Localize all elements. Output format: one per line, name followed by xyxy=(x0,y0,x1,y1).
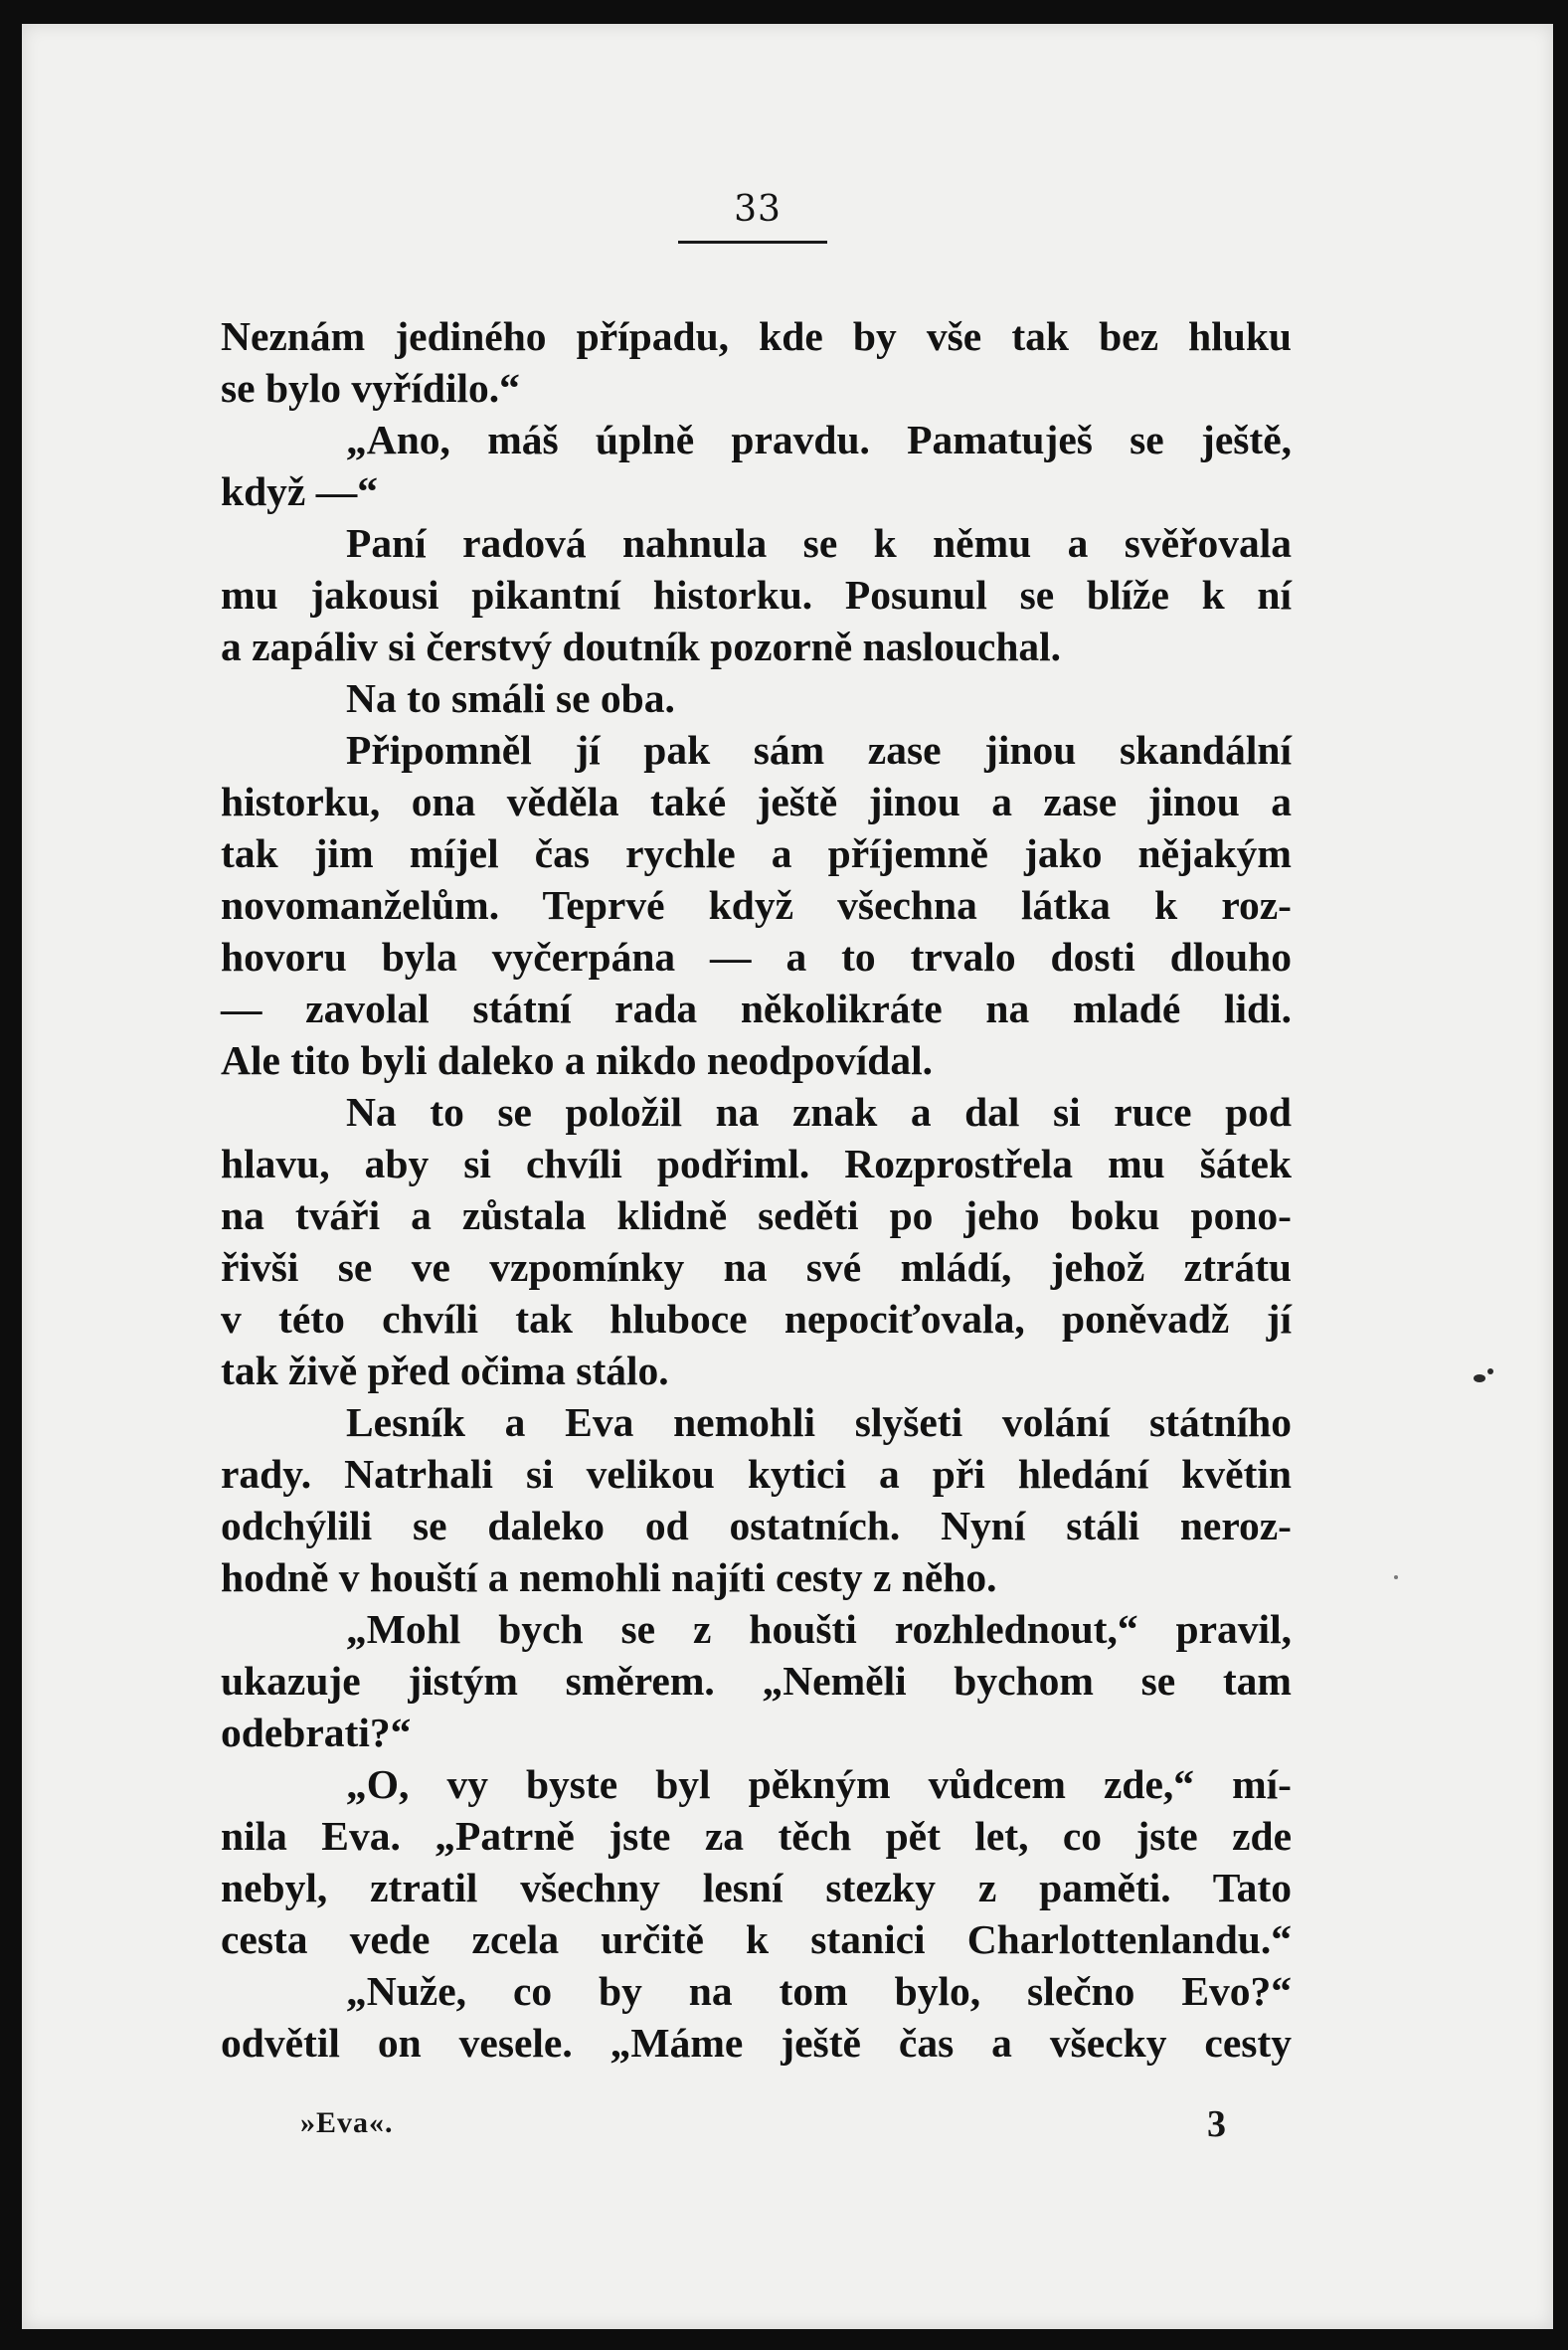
footer-sheet-number: 3 xyxy=(1207,2103,1226,2145)
text-line: odchýlili se daleko od ostatních. Nyní stáli neroz- xyxy=(221,1503,1292,1548)
book-page xyxy=(22,24,1553,2329)
text-line: řivši se ve vzpomínky na své mládí, jehož ztrátu xyxy=(221,1244,1292,1290)
text-line: odebrati?“ xyxy=(221,1710,412,1755)
body-text xyxy=(221,310,1292,2069)
text-line: když —“ xyxy=(221,468,378,514)
text-line: odvětil on vesele. „Máme ještě čas a všecky cesty xyxy=(221,2020,1292,2066)
text-line: hovoru byla vyčerpána — a to trvalo dosti dlouho xyxy=(221,934,1292,980)
text-line: hodně v houští a nemohli najíti cesty z něho. xyxy=(221,1554,997,1600)
footer-signature: »Eva«. xyxy=(300,2106,394,2139)
text-line: „Mohl bych se z houšti rozhlednout,“ pravil, xyxy=(346,1606,1292,1652)
text-line: Paní radová nahnula se k němu a svěřovala xyxy=(346,520,1292,566)
text-line: nebyl, ztratil všechny lesní stezky z paměti. Tato xyxy=(221,1865,1292,1910)
text-line: se bylo vyřídilo.“ xyxy=(221,365,520,411)
text-line: „Ano, máš úplně pravdu. Pamatuješ se ještě, xyxy=(346,417,1292,462)
text-line: mu jakousi pikantní historku. Posunul se blíže k ní xyxy=(221,572,1292,618)
text-line: ukazuje jistým směrem. „Neměli bychom se tam xyxy=(221,1658,1292,1704)
text-line: hlavu, aby si chvíli podřiml. Rozprostřela mu šátek xyxy=(221,1141,1292,1186)
text-line: rady. Natrhali si velikou kytici a při hledání květin xyxy=(221,1451,1292,1497)
text-line: novomanželům. Teprvé když všechna látka k roz- xyxy=(221,882,1292,928)
text-line: Připomněl jí pak sám zase jinou skandální xyxy=(346,727,1292,773)
text-line: v této chvíli tak hluboce nepociťovala, poněvadž jí xyxy=(221,1296,1292,1342)
text-line: Neznám jediného případu, kde by vše tak bez hluku xyxy=(221,313,1292,359)
text-line: tak jim míjel čas rychle a příjemně jako nějakým xyxy=(221,830,1292,876)
ink-speck xyxy=(1487,1368,1493,1374)
text-line: historku, ona věděla také ještě jinou a zase jinou a xyxy=(221,779,1292,824)
text-line: tak živě před očima stálo. xyxy=(221,1348,669,1393)
text-line: Ale tito byli daleko a nikdo neodpovídal. xyxy=(221,1037,934,1083)
text-line: nila Eva. „Patrně jste za těch pět let, co jste zde xyxy=(221,1813,1292,1859)
text-line: Lesník a Eva nemohli slyšeti volání státního xyxy=(346,1399,1292,1445)
text-line: cesta vede zcela určitě k stanici Charlottenlandu.“ xyxy=(221,1916,1292,1962)
ink-speck xyxy=(1474,1374,1485,1382)
page-number-rule xyxy=(678,241,827,244)
text-line: na tváři a zůstala klidně seděti po jeho boku pono- xyxy=(221,1192,1292,1238)
text-line: a zapáliv si čerstvý doutník pozorně naslouchal. xyxy=(221,624,1062,669)
text-line: Na to se položil na znak a dal si ruce pod xyxy=(346,1089,1292,1135)
text-line: „Nuže, co by na tom bylo, slečno Evo?“ xyxy=(346,1968,1292,2014)
text-line: „O, vy byste byl pěkným vůdcem zde,“ mí- xyxy=(346,1761,1292,1807)
ink-speck xyxy=(1394,1575,1398,1579)
text-line: Na to smáli se oba. xyxy=(346,675,675,721)
page-number: 33 xyxy=(734,189,782,230)
text-line: — zavolal státní rada několikráte na mladé lidi. xyxy=(221,986,1292,1031)
